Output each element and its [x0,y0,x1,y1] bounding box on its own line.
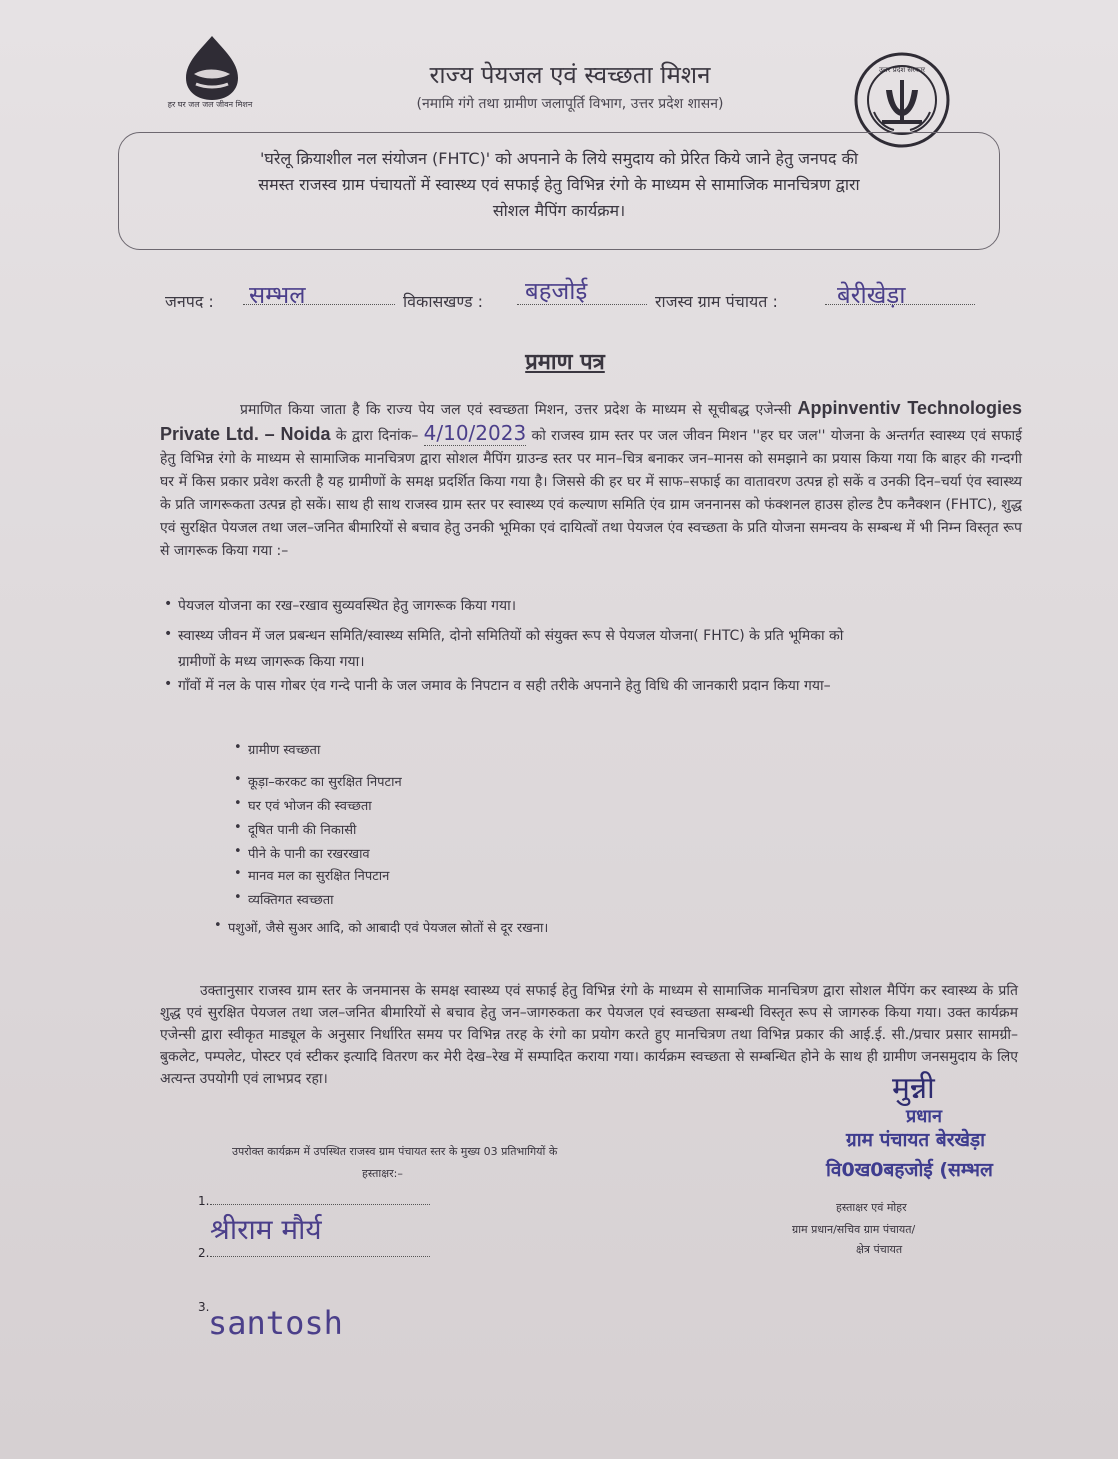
participant-signature: श्रीराम मौर्य [210,1213,322,1246]
header-subtitle: (नमामि गंगे तथा ग्रामीण जलापूर्ति विभाग, उत्तर प्रदेश शासन) [416,96,724,112]
signature-caption-3: क्षेत्र पंचायत [856,1243,903,1256]
sub-bullet-item [234,866,390,884]
bullet-dot: • [164,676,173,692]
location-form [165,277,985,322]
sub-bullet-text: कूड़ा–करकट का सुरक्षित निपटान [248,775,402,790]
program-title-line3: सोशल मैपिंग कार्यक्रम। [492,201,626,220]
participants-note-2: हस्ताक्षर:– [362,1167,403,1180]
sub-bullet-text: दूषित पानी की निकासी [248,823,357,838]
panchayat-underline [825,304,975,305]
sub-bullet-item [234,772,402,790]
sub-bullet-text: घर एवं भोजन की स्वच्छता [248,799,372,814]
participant-sign-line[interactable] [210,1256,430,1257]
emblem-text: उत्तर प्रदेश सरकार [878,66,926,74]
intro-part1: प्रमाणित किया जाता है कि राज्य पेय जल एवं स्वच्छता मिशन, उत्तर प्रदेश के माध्यम से सूचीबद्ध एजेन्सी [240,402,792,418]
panchayat-value[interactable]: बेरीखेड़ा [837,281,906,309]
header-title: राज्य पेयजल एवं स्वच्छता मिशन [429,61,711,89]
bullet-item [164,626,1018,645]
stamp-line2: ग्राम पंचायत बेरखेड़ा [846,1129,986,1151]
panchayat-label: राजस्व ग्राम पंचायत : [655,292,778,311]
logo-left-text: हर घर जल जल जीवन मिशन [167,100,253,109]
participant-number: 2. [198,1246,210,1260]
program-title [140,146,978,224]
date-prefix: के द्वारा दिनांक– [335,428,419,444]
participant-signature: santosh [208,1304,343,1342]
sub-bullet-text: पीने के पानी का रखरखाव [248,847,370,862]
bullet-item [164,596,517,615]
district-value[interactable]: सम्भल [249,281,306,309]
date-value[interactable]: 4/10/2023 [423,421,527,445]
bullet-dot: • [164,596,173,612]
bullet-text: पेयजल योजना का रख–रखाव सुव्यवस्थित हेतु जागरूक किया गया। [178,598,517,614]
bullet-item [164,676,1018,695]
signature-caption-2: ग्राम प्रधान/सचिव ग्राम पंचायत/ [792,1223,916,1236]
har-ghar-jal-logo [160,28,260,128]
participants-note: उपरोक्त कार्यक्रम में उपस्थित राजस्व ग्राम पंचायत स्तर के मुख्य 03 प्रतिभागियों के [232,1145,558,1158]
bullet-text: ग्रामीणों के मध्य जागरूक किया गया। [178,654,365,670]
sub-bullet-text: ग्रामीण स्वच्छता [248,743,321,758]
participant-sign-line[interactable] [210,1204,430,1205]
body-paragraph [160,397,1022,563]
program-title-line2: समस्त राजस्व ग्राम पंचायतों में स्वास्थ्य एवं सफाई हेतु विभिन्न रंगो के माध्यम से सामाजिक मानचित्रण द्वारा [258,175,860,194]
program-title-line1: 'घरेलू क्रियाशील नल संयोजन (FHTC)' को अपनाने के लिये समुदाय को प्रेरित किये जाने हेतु जनपद की [259,149,859,168]
block-label: विकासखण्ड : [403,292,484,311]
conclusion-paragraph: उक्तानुसार राजस्व ग्राम स्तर के जनमानस के समक्ष स्वास्थ्य एवं सफाई हेतु विभिन्न रंगो के माध्यम से सामाजिक मानचित्रण द्वारा सोशल मैपिंग कर स्वास्थ्य के प्रति शुद्ध एवं सुरक्षित पेयजल तथा जल–जनित बीमारियों से बचाव हेतु जन–जागरुकता कर पेयजल एवं स्वच्छता सम्बन्धी विस्तृत रूप से जागरुक किया गया। उक्त कार्यक्रम एजेन्सी द्वारा स्वीकृत माड्यूल के अनुसार निर्धारित समय पर विभिन्न तरह के रंगो का प्रयोग करते हुए मानचित्रण तथा विभिन्न प्रकार की आई.ई. सी./प्रचार प्रसार सामग्री–बुकलेट, पम्पलेट, पोस्टर एवं स्टीकर इत्यादि वितरण कर मेरी देख–रेख में सम्पादित कराया गया। कार्यक्रम स्वच्छता से सम्बन्धित होने के साथ ही ग्रामीण जनसमुदाय के लिए अत्यन्त उपयोगी एवं लाभप्रद रहा। [160,983,1018,1087]
stamp-line1: प्रधान [906,1106,942,1127]
bullet-dot: • [234,772,242,787]
bullet-dot: • [234,796,242,811]
sub-bullet-text: पशुओं, जैसे सुअर आदि, को आबादी एवं पेयजल स्रोतों से दूर रखना। [228,921,549,936]
block-underline [517,304,647,305]
district-underline [243,304,395,305]
signature-caption-1: हस्ताक्षर एवं मोहर [836,1201,907,1214]
sub-bullet-item [234,740,321,758]
block-value[interactable]: बहजोई [525,277,588,305]
bullet-dot: • [234,844,242,859]
stamp-line3: वि0ख0बहजोई (सम्भल [826,1159,993,1181]
pradhan-signature: मुन्नी [892,1071,935,1106]
sub-bullet-text: मानव मल का सुरक्षित निपटान [248,869,390,884]
sub-bullet-item [234,796,372,814]
bullet-text: स्वास्थ्य जीवन में जल प्रबन्धन समिति/स्वास्थ्य समिति, दोनो समितियों को संयुक्त रूप से पेयजल योजना( FHTC) के प्रति भूमिका को [178,628,844,644]
district-label: जनपद : [165,292,214,311]
agency-name: Appinventiv Technologies Private Ltd. – Noida [160,398,1022,444]
participant-number: 3. [198,1300,210,1314]
water-drop-icon [160,28,260,128]
certificate-title: प्रमाण पत्र [525,350,605,375]
bullet-dot: • [234,820,242,835]
bullet-dot: • [234,890,242,905]
bullet-dot: • [234,740,242,755]
intro-part2: को राजस्व ग्राम स्तर पर जल जीवन मिशन ''हर घर जल'' योजना के अन्तर्गत स्वास्थ्य एवं सफाई हेतु विभिन्न रंगो के माध्यम से सामाजिक मानचित्रण द्वारा सोशल मैपिंग ग्राउन्ड स्तर पर मान–चित्र बनाकर जन–मानस को समझाने का प्रयास किया गया कि बाहर की गन्दगी घर में किस प्रकार प्रवेश करती है यह ग्रामीणों के समक्ष प्रदर्शित किया गया है। जिससे की हर घर में साफ–सफाई का वातावरण उत्पन्न हो सकें व उनकी दिन–चर्या एंव स्वास्थ्य के प्रति जागरूकता उत्पन्न हो सकें। साथ ही साथ राजस्व ग्राम स्तर पर स्वास्थ्य एवं कल्याण समिति एंव ग्राम जननानस को फंक्शनल हाउस होल्ड टैप कनैक्शन (FHTC), शुद्ध एवं सुरक्षित पेयजल तथा जल–जनित बीमारियों से बचाव हेतु उनकी भूमिका एवं दायित्वों तथा पेयजल एंव स्वच्छता के प्रति योजना समन्वय के सम्बन्ध में भी निम्न विस्तृत रूप से जागरूक किया गया :– [160,428,1023,559]
participant-number: 1. [198,1194,210,1208]
sub-bullet-item [234,820,357,838]
bullet-continuation [178,652,365,671]
sub-bullet-item [214,918,549,936]
bullet-dot: • [234,866,242,881]
bullet-dot: • [214,918,222,933]
sub-bullet-item [234,890,334,908]
sub-bullet-item [234,844,370,862]
bullet-text: गाँवों में नल के पास गोबर एंव गन्दे पानी के जल जमाव के निपटान व सही तरीके अपनाने हेतु विधि की जानकारी प्रदान किया गया– [178,678,831,694]
sub-bullet-text: व्यक्तिगत स्वच्छता [248,893,334,908]
bullet-dot: • [164,626,173,642]
